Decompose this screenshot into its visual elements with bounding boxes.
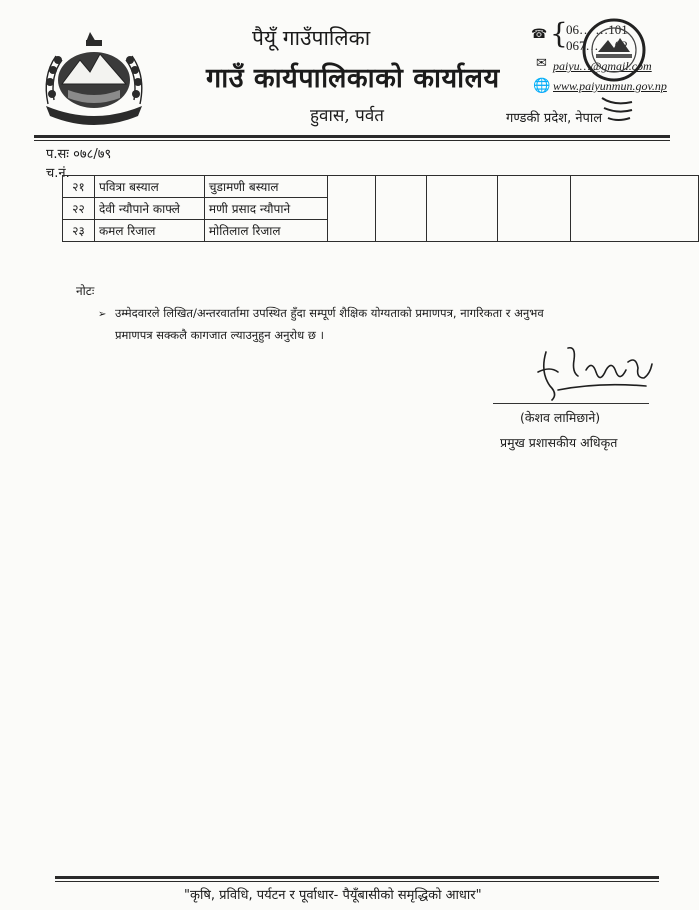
empty-cell (498, 176, 571, 242)
note-line-1: उम्मेदवारले लिखित/अन्तरवार्तामा उपस्थित हुँदा सम्पूर्ण शैक्षिक योग्यताको प्रमाणपत्र, नागरिकता र अनुभव (115, 306, 544, 320)
note-label: नोटः (76, 284, 95, 298)
dispatch-number: च.नं. (46, 166, 70, 181)
candidate-name: देवी न्यौपाने काफ्ले (94, 198, 204, 220)
note-line-2: प्रमाणपत्र सक्कलै कागजात ल्याउनुहुन अनुरोध छ । (115, 328, 324, 342)
office-address: हुवास, पर्वत (310, 106, 384, 126)
website-address: www.paiyunmun.gov.np (553, 79, 667, 93)
empty-cell (375, 176, 427, 242)
empty-cell (427, 176, 498, 242)
globe-icon: 🌐 (533, 78, 551, 94)
handwritten-signature (528, 342, 658, 404)
nepal-emblem-logo (38, 26, 150, 126)
office-stamp (578, 10, 650, 128)
candidate-name: पवित्रा बस्याल (94, 176, 204, 198)
guardian-name: मोतिलाल रिजाल (204, 220, 327, 242)
signatory-name: (केशव लामिछाने) (520, 410, 601, 425)
serial-number: २३ (63, 220, 95, 242)
candidate-table (62, 175, 699, 242)
guardian-name: मणी प्रसाद न्यौपाने (204, 198, 327, 220)
phone-number-2: 067… …02 (566, 38, 628, 53)
empty-cell (570, 176, 698, 242)
mail-icon: ✉ (536, 56, 547, 71)
letter-reference-number: प.सः ०७८/७९ (46, 147, 112, 162)
empty-cell (327, 176, 375, 242)
province-name: गण्डकी प्रदेश, नेपाल (506, 111, 603, 126)
brace-glyph: { (550, 17, 568, 50)
candidate-name: कमल रिजाल (94, 220, 204, 242)
serial-number: २२ (63, 198, 95, 220)
signatory-title: प्रमुख प्रशासकीय अधिकृत (500, 435, 618, 450)
footer-divider-thin (55, 881, 659, 882)
header-divider-thin (34, 140, 670, 141)
serial-number: २१ (63, 176, 95, 198)
table-row (63, 176, 699, 198)
header-divider (34, 135, 670, 138)
guardian-name: चुडामणी बस्याल (204, 176, 327, 198)
arrow-bullet-icon: ➢ (98, 309, 107, 320)
email-address: paiyu…@gmail.com (553, 59, 652, 73)
footer-slogan: "कृषि, प्रविधि, पर्यटन र पूर्वाधार- पैयूँबासीको समृद्धिको आधार" (184, 888, 482, 903)
phone-icon: ☎ (531, 27, 548, 42)
signature-line (493, 403, 649, 404)
municipality-name: पैयूँ गाउँपालिका (252, 26, 371, 50)
office-name: गाउँ कार्यपालिकाको कार्यालय (206, 63, 500, 94)
phone-number-1: 06… …101 (566, 22, 628, 37)
footer-divider (55, 876, 659, 879)
